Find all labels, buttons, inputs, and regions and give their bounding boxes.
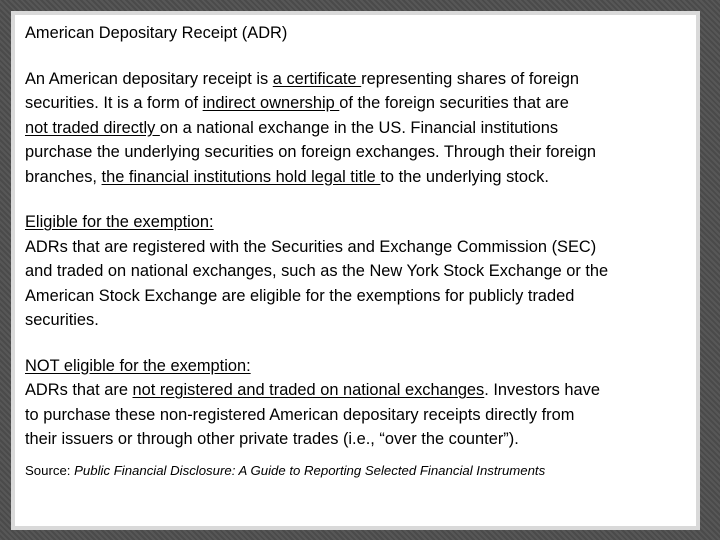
document-title: American Depositary Receipt (ADR)	[25, 24, 288, 42]
not-eligible-line-3: their issuers or through other private trades (i.e., “over the counter”).	[25, 430, 519, 448]
not-eligible-line-1	[25, 378, 686, 403]
underlined-phrase: the financial institutions hold legal title	[101, 167, 381, 186]
eligible-line-3: American Stock Exchange are eligible for the exemptions for publicly traded	[25, 286, 575, 305]
eligible-section	[25, 210, 686, 333]
not-eligible-text: . Investors have	[484, 381, 600, 399]
intro-text: securities. It is a form of	[25, 94, 203, 112]
intro-text: branches,	[25, 167, 102, 186]
content-card	[15, 15, 696, 526]
not-eligible-text: ADRs that are	[25, 381, 133, 399]
not-eligible-section	[25, 354, 686, 452]
eligible-line-4: securities.	[25, 311, 99, 329]
intro-text: of the foreign securities that are	[339, 94, 569, 112]
eligible-heading: Eligible for the exemption:	[25, 213, 214, 231]
source-label: Source:	[25, 462, 75, 478]
not-eligible-heading: NOT eligible for the exemption:	[25, 356, 251, 375]
eligible-line-1: ADRs that are registered with the Securities and Exchange Commission (SEC)	[25, 237, 597, 256]
not-eligible-line-2: to purchase these non-registered American depositary receipts directly from	[25, 405, 575, 424]
underlined-phrase: not traded directly	[25, 118, 160, 137]
intro-line-4: purchase the underlying securities on foreign exchanges. Through their foreign	[25, 143, 596, 161]
intro-text: An American depositary receipt is	[25, 69, 273, 88]
intro-text: on a national exchange in the US. Financial institutions	[159, 118, 559, 137]
intro-line-5	[25, 165, 686, 190]
underlined-phrase: a certificate	[272, 69, 362, 88]
intro-line-3	[25, 116, 686, 141]
intro-text: representing shares of foreign	[361, 69, 579, 88]
eligible-line-2: and traded on national exchanges, such as the New York Stock Exchange or the	[25, 262, 609, 280]
intro-paragraph	[25, 67, 686, 190]
intro-line-1	[25, 67, 686, 92]
source-citation	[25, 461, 686, 481]
intro-text: to the underlying stock.	[380, 167, 549, 186]
underlined-phrase: not registered and traded on national exchanges	[132, 381, 485, 399]
intro-line-2	[25, 91, 686, 116]
underlined-phrase: indirect ownership	[202, 94, 340, 112]
source-title: Public Financial Disclosure: A Guide to Reporting Selected Financial Instruments	[74, 462, 546, 478]
